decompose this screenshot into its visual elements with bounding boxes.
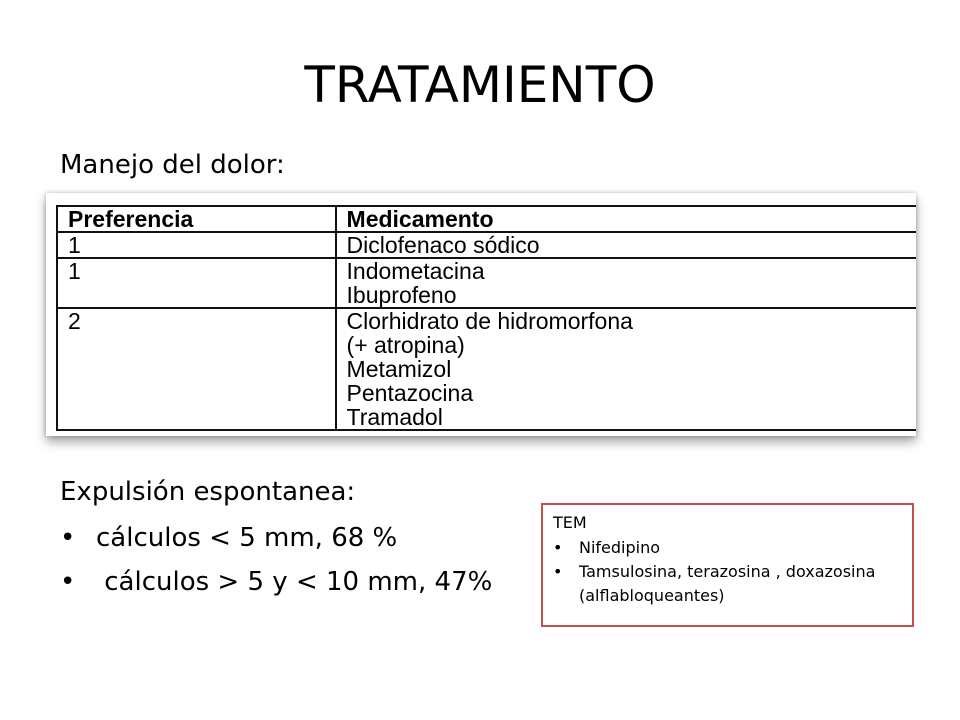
pain-management-heading: Manejo del dolor:	[60, 150, 285, 180]
bullet-icon: •	[553, 538, 563, 557]
expulsion-heading: Expulsión espontanea:	[60, 477, 356, 507]
tem-item-text: Nifedipino	[579, 538, 661, 557]
row-preference: 1	[57, 232, 336, 258]
list-item	[553, 560, 902, 608]
bullet-text: cálculos < 5 mm, 68 %	[96, 523, 398, 553]
medication-item: Metamizol	[346, 356, 452, 382]
tem-item-text: Tamsulosina, terazosina , doxazosina (alflabloqueantes)	[579, 562, 876, 605]
medication-table-image	[46, 193, 916, 436]
row-preference: 1	[57, 258, 336, 308]
tem-title: TEM	[553, 513, 587, 532]
medication-item: Tramadol	[346, 404, 443, 430]
tem-list	[553, 536, 902, 608]
row-medications	[336, 308, 916, 430]
medication-table	[56, 205, 916, 431]
table-row	[57, 258, 916, 308]
row-preference: 2	[57, 308, 336, 430]
medication-item: Pentazocina	[346, 380, 474, 406]
bullet-icon: •	[553, 562, 563, 581]
bullet-icon: •	[60, 523, 76, 553]
row-medications	[336, 232, 916, 258]
row-medications	[336, 258, 916, 308]
medication-item: Ibuprofeno	[346, 282, 457, 308]
table-row	[57, 308, 916, 430]
expulsion-bullet-list	[60, 520, 492, 608]
table-header-row	[57, 206, 916, 232]
slide-title: TRATAMIENTO	[304, 56, 656, 114]
list-item	[553, 536, 902, 560]
medication-item: (+ atropina)	[346, 332, 465, 358]
bullet-icon: •	[60, 567, 76, 597]
medication-item: Diclofenaco sódico	[346, 232, 540, 258]
medication-item: Clorhidrato de hidromorfona	[346, 308, 633, 334]
table-row	[57, 232, 916, 258]
bullet-text: cálculos > 5 y < 10 mm, 47%	[96, 567, 493, 597]
medication-item: Indometacina	[346, 258, 485, 284]
list-item	[60, 520, 492, 564]
tem-callout-box	[541, 503, 914, 627]
header-medicamento: Medicamento	[336, 206, 916, 232]
list-item	[60, 564, 492, 608]
header-preferencia: Preferencia	[57, 206, 336, 232]
